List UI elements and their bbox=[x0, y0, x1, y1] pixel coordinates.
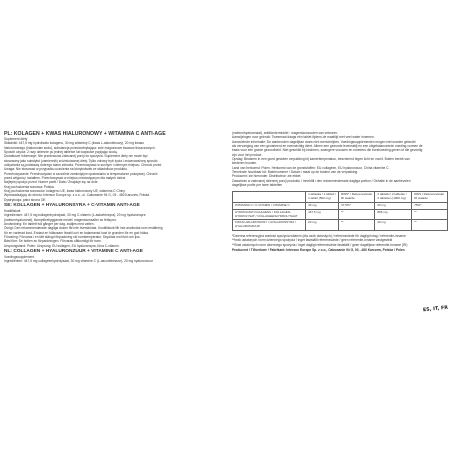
nl-line: Aanvullende informatie: De aanbevolen dagelijkse dosis niet overschrijden. Voedingssupplementen mogen niet worden gebruikt bbox=[232, 139, 416, 144]
table-cell: 447,5 mg bbox=[306, 209, 339, 220]
se-line: för en varierad kost. Endast en hälsosam livsstil och en balanserad kost är grunden för en god hälsa. bbox=[4, 230, 149, 235]
pl-line: Dodatkowe informacje: Nie przekraczać zalecanej porcji do spożycia. Suplement diety nie może być bbox=[4, 154, 148, 159]
footnote: **Brak ustalonych norm dziennego spożycia / inget dagligt referensvärde fastställt / geen dagelijkse referentie-inname (RI) bbox=[232, 242, 408, 247]
table-cell: 30 mg bbox=[306, 203, 339, 210]
nl-line: Ingrediënten: 447,5 mg collageenhydrolysaat, 30 mg vitamine C (L-ascorbinezuur), 20 mg hyaluronzuur bbox=[4, 259, 153, 264]
margin-note: ES, IT, FR bbox=[422, 305, 449, 314]
producer-line: Producent / Tillverkare / Fabrikant: Intersun Europe Sp. z o.o., Cakowanie 94 G, 03 - 480 Karczew, Polska / Polen bbox=[232, 248, 405, 253]
nl-line: als vervanging van een gevarieerd en evenwichtig dieet. Alleen een gezonde levensstijl en een uitgebalanceerde voeding vormen de bbox=[232, 144, 423, 149]
pl-line: przed wilgocią i światłem. Przechowywać w miejscu niedostępnym dla małych dzieci. bbox=[4, 176, 127, 181]
table-cell: ** bbox=[412, 220, 448, 231]
table-row bbox=[233, 209, 448, 220]
table-header-cell: 2 tabletki / 2 tabletter / 2 tabletten (1000 mg) bbox=[375, 192, 412, 203]
pl-line: Składniki: 447,5 mg hydrolizatu kolagenu, 30 mg witaminy C (kwas L-askorbinowy), 20 mg kwasu bbox=[4, 141, 144, 146]
nutrition-table bbox=[232, 191, 448, 231]
table-cell: HYDROLIZAT KOLAGENU / KOLLAGEN-HYDROLYSAT / COLLAGEENHYDROLYSAAT bbox=[233, 209, 306, 220]
nl-line: Tenminste houdbaar tot: Batchnummer / Datum / staat op de bodem van de verpakking. bbox=[232, 170, 359, 175]
nl-line: kinderen houden. bbox=[232, 161, 258, 166]
table-header-row bbox=[233, 192, 448, 203]
table-caption: dagelijkse portie per twee tabletten bbox=[232, 183, 283, 188]
se-line: Kosttillskott bbox=[4, 208, 21, 213]
right-column bbox=[232, 131, 450, 253]
table-caption: Zawartość w zalecanej dziennej porcji produktu / Innehåll i den rekommenderade dagliga portion / Gehalte in de aanbevolen bbox=[232, 178, 411, 183]
nl-line: Aanwijzingen voor gebruik: Tweemaal daags één tablet tijdens de maaltijd met veel water innemen. bbox=[232, 135, 375, 140]
se-heading: SE: KOLLAGEN + HYALURONSYRA + C-VITAMIN ANTI-AGE bbox=[4, 203, 140, 209]
se-line: Ursprungsland: Polen. Ursprung: EU kollagen, EU hyaluronsyra, Kina C-vitamin. bbox=[4, 243, 120, 248]
table-cell: 60 mg bbox=[375, 203, 412, 210]
table-header-cell bbox=[233, 192, 306, 203]
nl-line: Land van herkomst: Polen. Herkomst van de grondstoffen: EU collageen, EU hyaluronzuur, China vitamine C. bbox=[232, 165, 390, 170]
pl-line: Uwaga: Nie stosować w przypadku uczulenia na którykolwiek ze składników produktu. bbox=[4, 167, 128, 172]
se-line: Ingredienser: 447,5 mg kollagenhydrolysat, 30 mg C-vitamin (L-askorbinsyra), 20 mg hyaluronsyra bbox=[4, 213, 146, 218]
nl-line: basis voor een goede gezondheid. Niet geschikt bij kinderen, zwangere vrouwen en moeders die borstvoeding geven of die gevoelig bbox=[232, 148, 423, 153]
nl-heading: NL: COLLAGEN + HYALURONZUUR + VITAMINE C ANTI-AGE bbox=[4, 249, 143, 255]
pl-line: Kraj pochodzenia surowców: kolagenu UE, kwas hialuronowy UE, witamina C Chiny. bbox=[4, 189, 126, 194]
nl-line: zijn voor het product. bbox=[232, 152, 263, 157]
table-cell: 20 mg bbox=[306, 220, 339, 231]
table-cell: KWAS HIALURONOWY / HYALURONSYRA / HYALURONZUUR bbox=[233, 220, 306, 231]
table-cell: 37,5%* bbox=[339, 203, 375, 210]
se-line: (natriumhyaluronat), klumpförebyggande medel: magnesiumsalter av fettsyror. bbox=[4, 217, 117, 222]
pl-line: Przechowywanie: Przechowywać w szczelnie zamkniętym opakowaniu w temperaturze pokojowej. Chronić bbox=[4, 171, 158, 176]
nl-line: Producent: zie hieronder. Distributeur: zie etiket. bbox=[232, 174, 302, 179]
nl-line: (natriumhyaluronaat), antiklontermiddel : magnesiumzouten van vetzuren. bbox=[232, 131, 339, 135]
table-cell: WITAMINA C / C-VITAMIN / VITAMINE C bbox=[233, 203, 306, 210]
table-cell: 75%* bbox=[412, 203, 448, 210]
se-line: Övrigt: Den rekommenderade dagliga dosen får inte överskridas. Kosttillskott får inte användas som ersättning bbox=[4, 226, 163, 231]
pl-line: Wprowadzający do obrotu: Intersun Europe sp. z o.o., ul. Cakowanie 94 G, 03 - 480 Karczew, Polska bbox=[4, 193, 150, 198]
table-cell: ** bbox=[412, 209, 448, 220]
table-header-cell: RWS* / Referensvärde/ RI waarde bbox=[339, 192, 375, 203]
table-header-cell: 1 tabletka / 1 tablett / 1 tablet (500 mg) bbox=[306, 192, 339, 203]
pl-heading: PL: KOLAGEN + KWAS HIALURONOWY + WITAMINA C ANTI-AGE bbox=[4, 131, 166, 137]
pl-line: Kraj pochodzenia surowca: Polska. bbox=[4, 184, 55, 189]
pl-line: Suplement diety bbox=[4, 137, 28, 141]
table-row bbox=[233, 220, 448, 231]
se-line: Bäst före: Se botten av förpackningen. Förvaras oåtkomligt för barn. bbox=[4, 239, 102, 244]
nl-line: Voedingssupplement bbox=[4, 254, 35, 259]
pl-line: Sposób użycia: 2 razy dziennie po jednej tabletce lub kapsułce popijając wodą. bbox=[4, 150, 118, 155]
table-cell: ** bbox=[339, 220, 375, 231]
pl-line: Najlepiej spożyć przed: Numer partii / Data / Znajduje się na dnie. bbox=[4, 180, 99, 185]
pl-line: hialuronowego (hialuronian sodu), substancja przeciwzbrylająca: sole magnezowe kwasów tłuszczowych. bbox=[4, 145, 156, 150]
se-line: Förvaring: Förvaras i en tätt stängd förpackning vid rumstemperatur. Skyddas mot fukt och ljus. bbox=[4, 235, 141, 239]
footnote: *Dzienna referencyjna wartość spożycia witamin (dla osób dorosłych) / referensvärde för dagligt intag / referentie-inname bbox=[232, 234, 406, 239]
nl-line: Opslag: Bewaren in een goed gesloten verpakking bij kamertemperatuur, beschermd tegen licht en vocht. Buiten bereik van bbox=[232, 157, 410, 162]
table-header-cell: RWS / Referensvärde/ RI waarde bbox=[412, 192, 448, 203]
left-column bbox=[4, 131, 226, 264]
footnote: **brak ustalonych norm dziennego spożycia / inget fastställt referensvärde / geen referentie-inname vastgesteld bbox=[232, 238, 393, 243]
table-cell: 40 mg bbox=[375, 220, 412, 231]
se-line: Användning: En tablett två gånger per dag, sväljes med vatten. bbox=[4, 221, 95, 226]
pl-line: stosowany jako substytut (zamiennik) zróżnicowanej diety. Tylko zdrowy tryb życia i zrównoważony sposób bbox=[4, 158, 158, 163]
table-cell: ** bbox=[339, 209, 375, 220]
pl-line: Dystrybucja: patrz strona OE bbox=[4, 197, 46, 202]
table-row bbox=[233, 203, 448, 210]
table-cell: 895 mg bbox=[375, 209, 412, 220]
pl-line: odżywiania są podstawą dobrego stanu zdrowia. Przechowywać w suchym i ciemnym miejscu. Chronić przed bbox=[4, 163, 162, 168]
